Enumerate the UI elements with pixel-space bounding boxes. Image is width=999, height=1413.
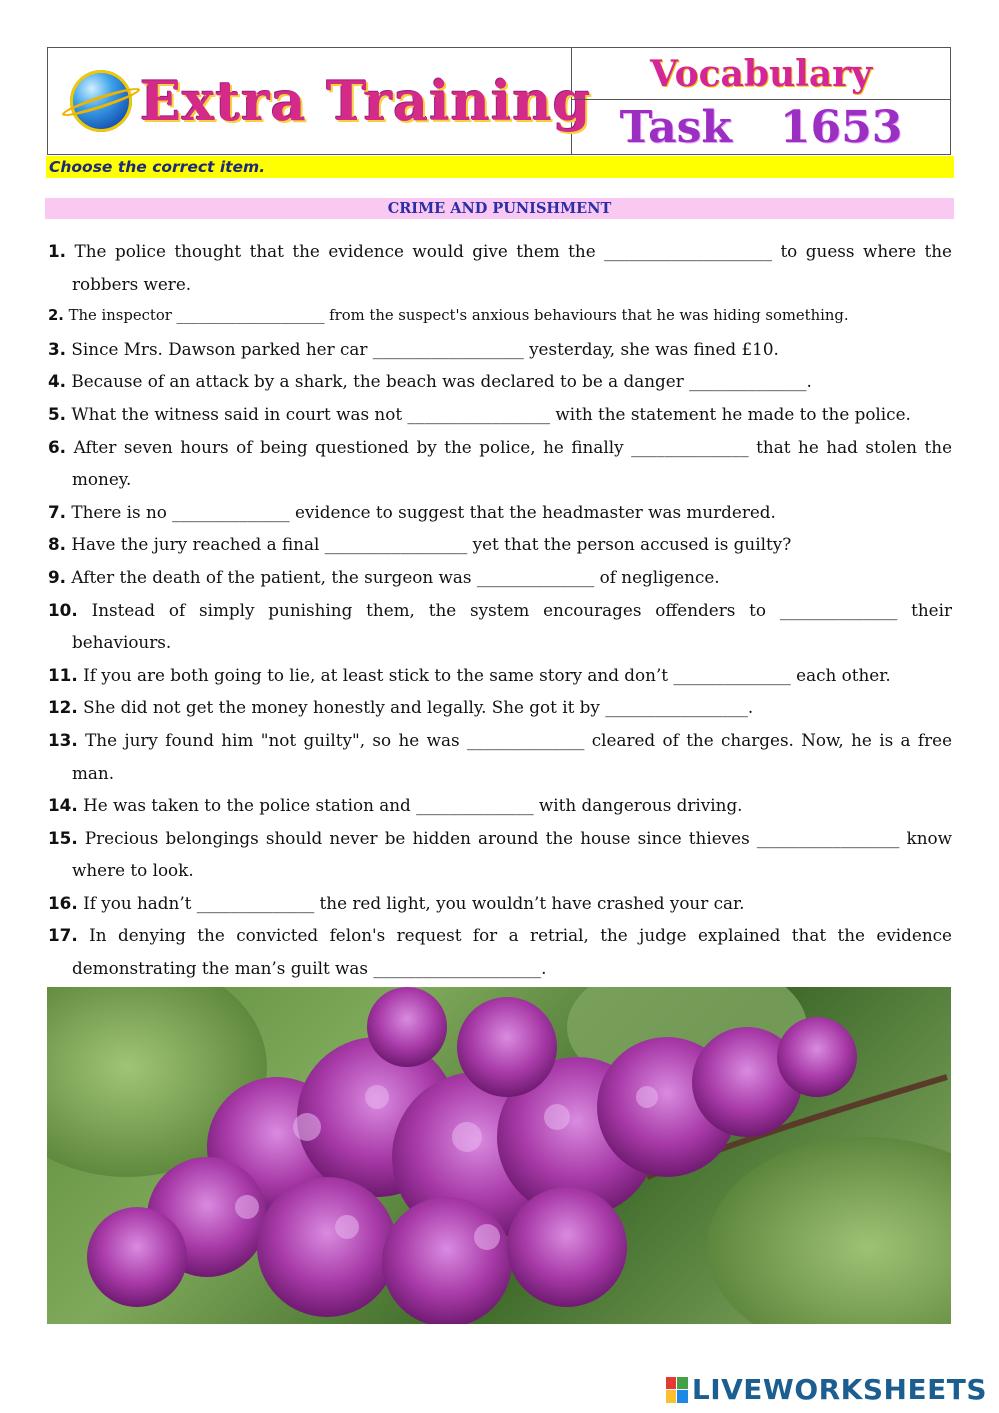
task-word: Task [619, 101, 732, 153]
question-number: 6. [48, 436, 67, 457]
question-item [48, 724, 952, 789]
question-item [48, 398, 952, 431]
question-number: 3. [48, 338, 67, 359]
question-number: 5. [48, 403, 67, 424]
question-number: 11. [48, 664, 78, 685]
lilac-photo [47, 987, 951, 1324]
question-text: Since Mrs. Dawson parked her car __________________ yesterday, she was fined £10. [71, 338, 779, 359]
question-number: 8. [48, 534, 67, 555]
question-item [48, 496, 952, 529]
question-number: 9. [48, 566, 67, 587]
question-text: After the death of the patient, the surgeon was ______________ of negligence. [71, 566, 720, 587]
question-number: 12. [48, 697, 78, 718]
question-text: Because of an attack by a shark, the beach was declared to be a danger ______________. [71, 371, 812, 392]
header-task-cell [572, 48, 950, 154]
question-item [48, 919, 952, 984]
question-list [48, 235, 952, 985]
question-item [48, 333, 952, 366]
question-number: 16. [48, 892, 78, 913]
liveworksheets-logo [666, 1373, 987, 1406]
liveworksheets-wordmark: LIVEWORKSHEETS [691, 1373, 987, 1406]
question-text: Precious belongings should never be hidden around the house since thieves _________________ know where to look. [72, 827, 952, 881]
question-item [48, 561, 952, 594]
question-number: 2. [48, 307, 64, 325]
globe-icon [70, 70, 132, 132]
question-text: If you hadn’t ______________ the red light, you wouldn’t have crashed your car. [83, 892, 745, 913]
question-number: 14. [48, 795, 78, 816]
question-text: The jury found him "not guilty", so he was ______________ cleared of the charges. Now, he is a free man. [72, 729, 952, 783]
header-brand-cell [48, 48, 592, 154]
question-number: 15. [48, 827, 78, 848]
question-item [48, 659, 952, 692]
question-text: She did not get the money honestly and legally. She got it by _________________. [83, 697, 754, 718]
question-number: 4. [48, 371, 67, 392]
question-text: The police thought that the evidence would give them the ____________________ to guess where the robbers were. [72, 241, 952, 294]
question-item [48, 431, 952, 496]
question-item [48, 594, 952, 659]
question-text: What the witness said in court was not _________________ with the statement he made to the police. [71, 403, 911, 424]
question-item [48, 235, 952, 300]
liveworksheets-mark-icon [666, 1377, 688, 1403]
section-title: CRIME AND PUNISHMENT [45, 198, 954, 219]
question-item [48, 789, 952, 822]
brand-title: Extra Training [140, 69, 592, 133]
question-item [48, 300, 952, 333]
worksheet-header [47, 47, 951, 155]
question-number: 1. [48, 241, 67, 261]
question-text: In denying the convicted felon's request for a retrial, the judge explained that the evidence demonstrating the man’s guilt was ____________________. [72, 925, 952, 979]
question-number: 17. [48, 925, 78, 946]
question-item [48, 887, 952, 920]
question-item [48, 691, 952, 724]
question-item [48, 822, 952, 887]
question-item [48, 528, 952, 561]
question-text: Instead of simply punishing them, the system encourages offenders to ______________ their behaviours. [72, 599, 952, 653]
lilac-flowers-image [47, 987, 951, 1324]
question-number: 13. [48, 729, 78, 750]
task-number: 1653 [779, 101, 903, 153]
question-text: If you are both going to lie, at least stick to the same story and don’t ______________ each other. [83, 664, 891, 685]
question-text: Have the jury reached a final _________________ yet that the person accused is guilty? [71, 534, 792, 555]
question-number: 7. [48, 501, 67, 522]
question-text: There is no ______________ evidence to suggest that the headmaster was murdered. [71, 501, 776, 522]
question-number: 10. [48, 599, 78, 620]
question-text: He was taken to the police station and ______________ with dangerous driving. [83, 795, 743, 816]
task-label [572, 100, 950, 154]
question-text: After seven hours of being questioned by the police, he finally ______________ that he had stolen the money. [72, 436, 953, 490]
question-text: The inspector ____________________ from the suspect's anxious behaviours that he was hiding something. [68, 307, 849, 325]
question-item [48, 365, 952, 398]
category-label: Vocabulary [572, 48, 950, 100]
instruction-bar: Choose the correct item. [46, 156, 954, 178]
